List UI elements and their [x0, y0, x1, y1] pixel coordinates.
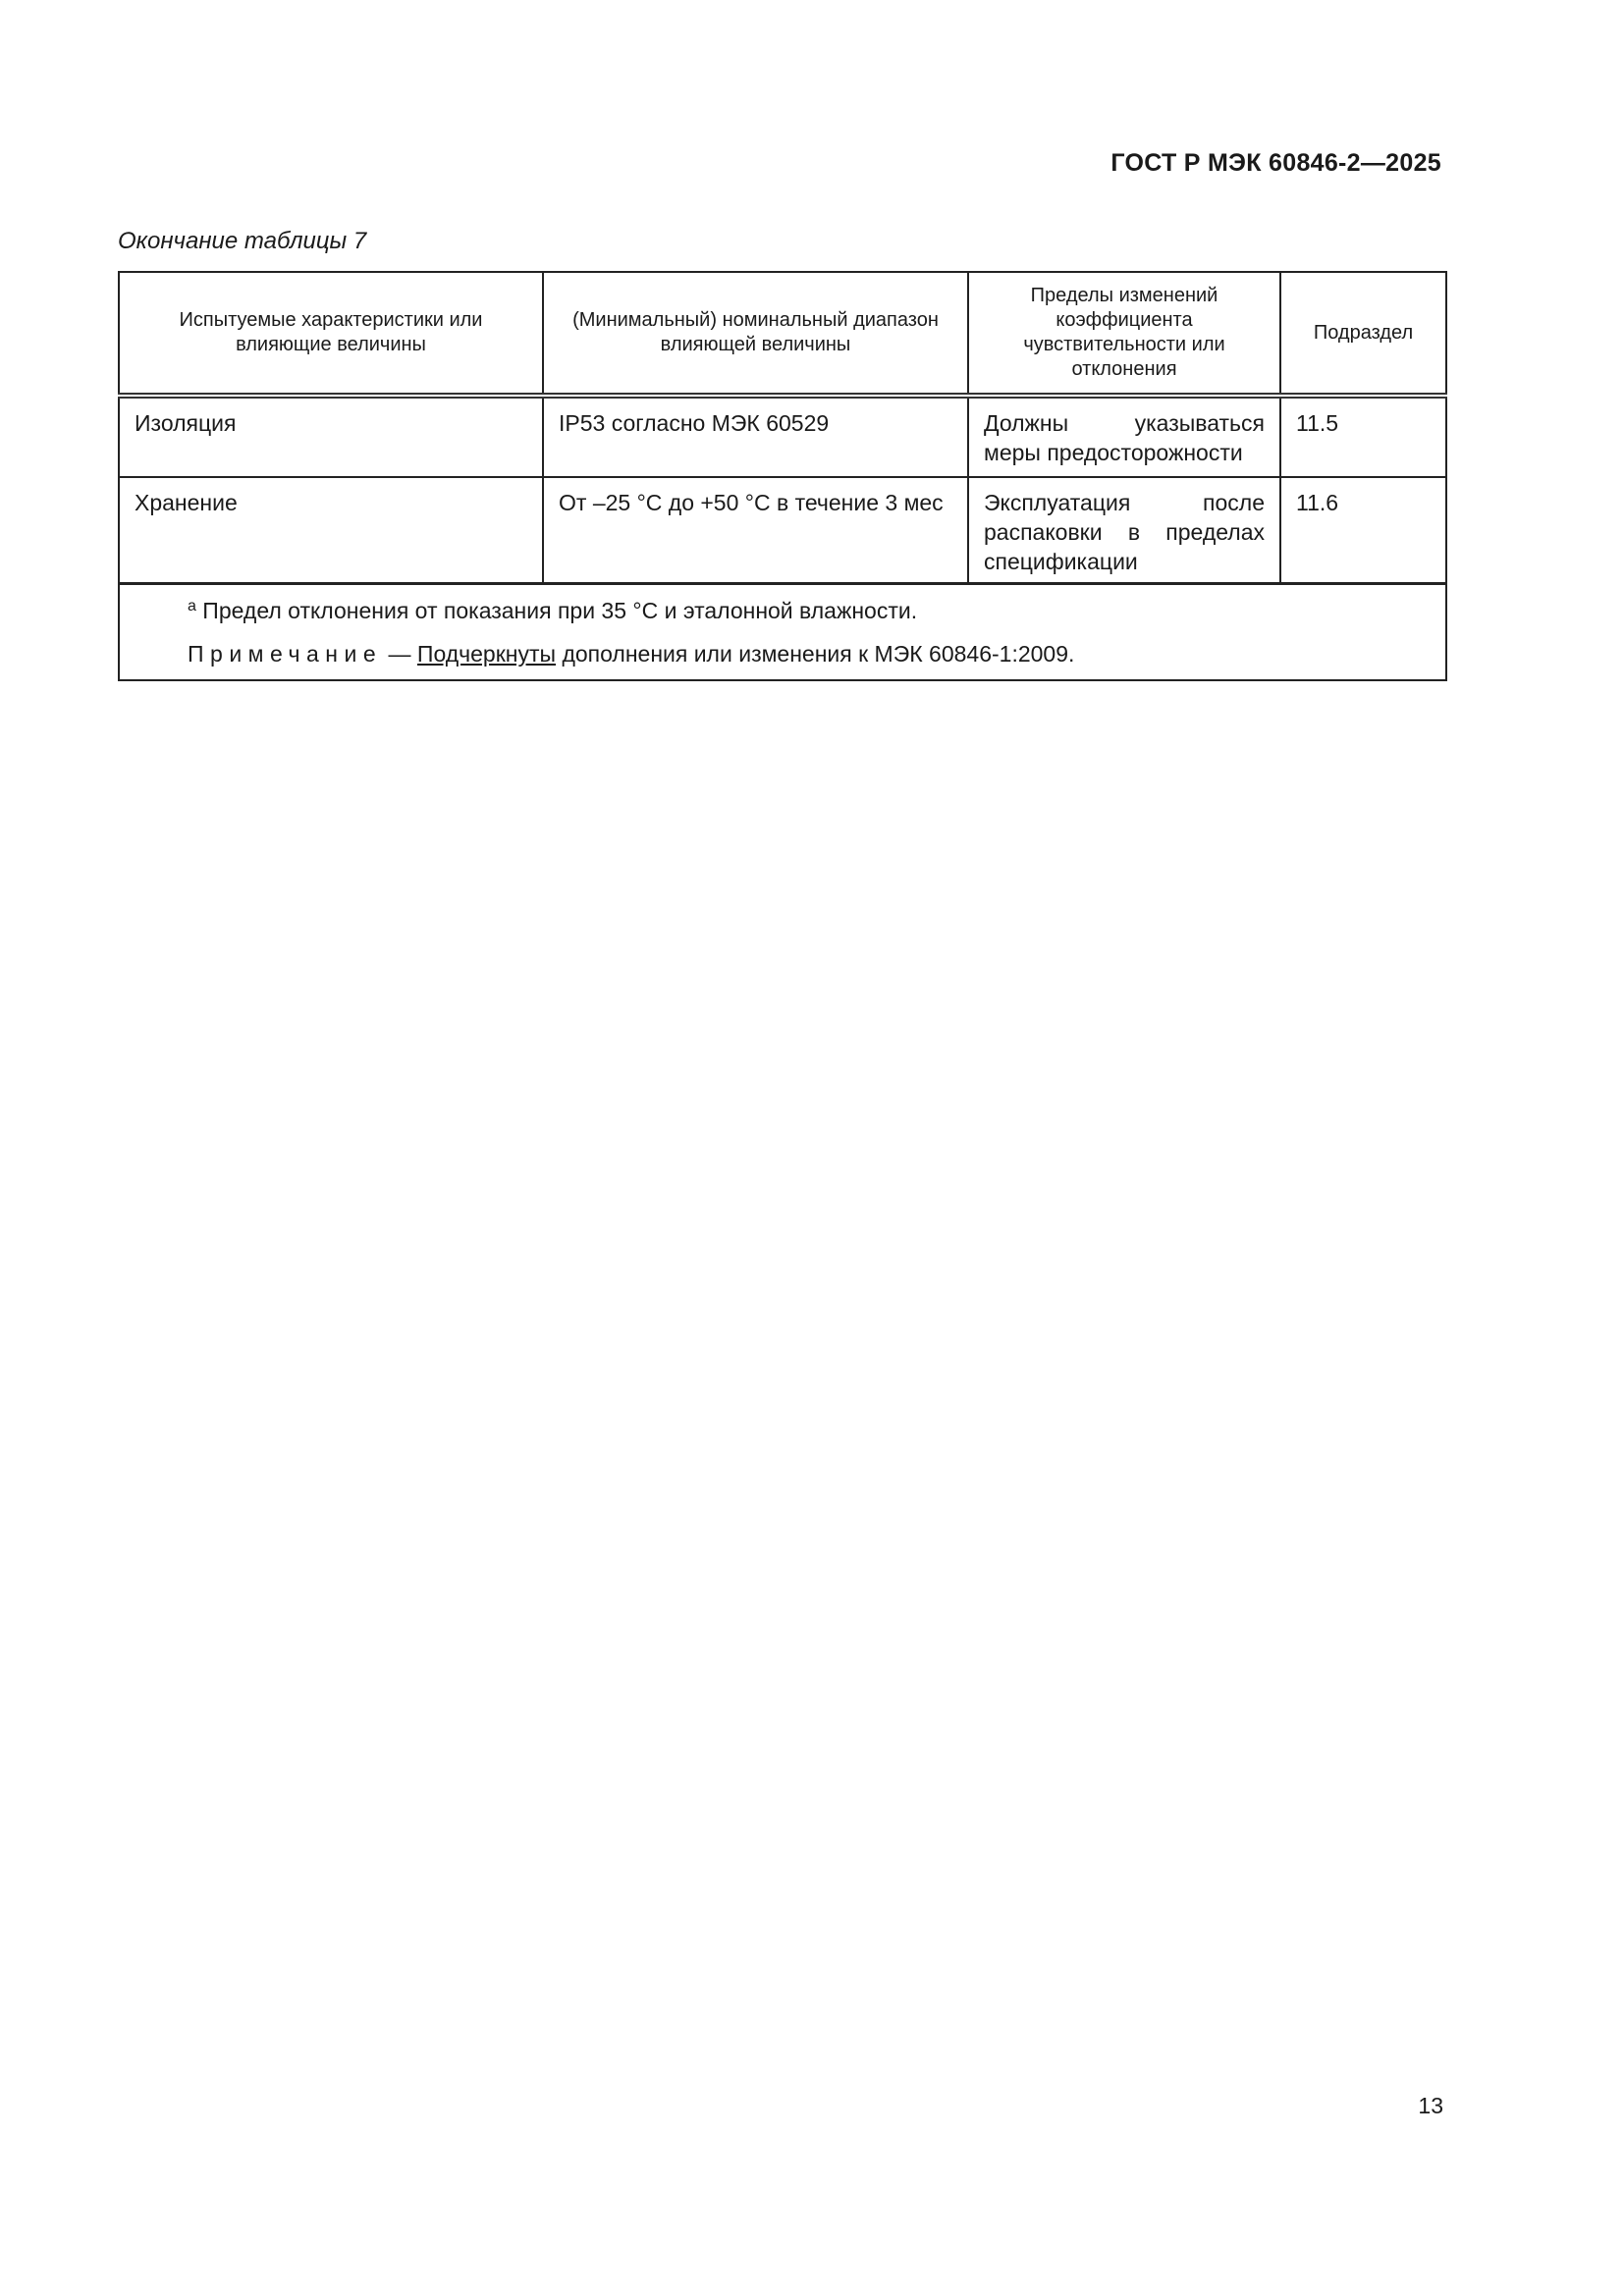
table-header-row [119, 272, 1446, 396]
cell-subsection: 11.6 [1280, 477, 1446, 584]
column-header-characteristics: Испытуемые характеристики или влияющие величины [119, 272, 543, 396]
footnote-text: Предел отклонения от показания при 35 °C и эталонной влажности. [202, 598, 918, 623]
column-header-limits: Пределы изменений коэффициента чувствительности или отклонения [968, 272, 1280, 396]
cell-range: От –25 °C до +50 °C в течение 3 мес [543, 477, 968, 584]
note-underlined-word: Подчеркнуты [416, 641, 557, 667]
note-text: дополнения или изменения к МЭК 60846-1:2009. [556, 641, 1075, 667]
cell-subsection: 11.5 [1280, 396, 1446, 477]
table-row [119, 396, 1446, 477]
cell-range: IP53 согласно МЭК 60529 [543, 396, 968, 477]
cell-limits: Должны указываться меры предосторожности [968, 396, 1280, 477]
note-label: Примечание [188, 641, 383, 667]
table-footnote-row [119, 584, 1446, 681]
note-dash: — [382, 641, 417, 667]
cell-characteristic: Хранение [119, 477, 543, 584]
table-caption: Окончание таблицы 7 [118, 228, 367, 254]
document-id: ГОСТ Р МЭК 60846-2—2025 [1110, 149, 1441, 177]
table-note [188, 638, 1431, 669]
footnote [188, 595, 1431, 626]
page-number: 13 [1418, 2093, 1443, 2118]
footnote-marker: a [188, 598, 196, 614]
table-row [119, 477, 1446, 584]
column-header-range: (Минимальный) номинальный диапазон влияющей величины [543, 272, 968, 396]
column-header-subsection: Подраздел [1280, 272, 1446, 396]
table-container [118, 271, 1445, 681]
data-table [118, 271, 1447, 681]
cell-characteristic: Изоляция [119, 396, 543, 477]
footnote-cell [119, 584, 1446, 681]
cell-limits: Эксплуатация после распаковки в пределах спецификации [968, 477, 1280, 584]
